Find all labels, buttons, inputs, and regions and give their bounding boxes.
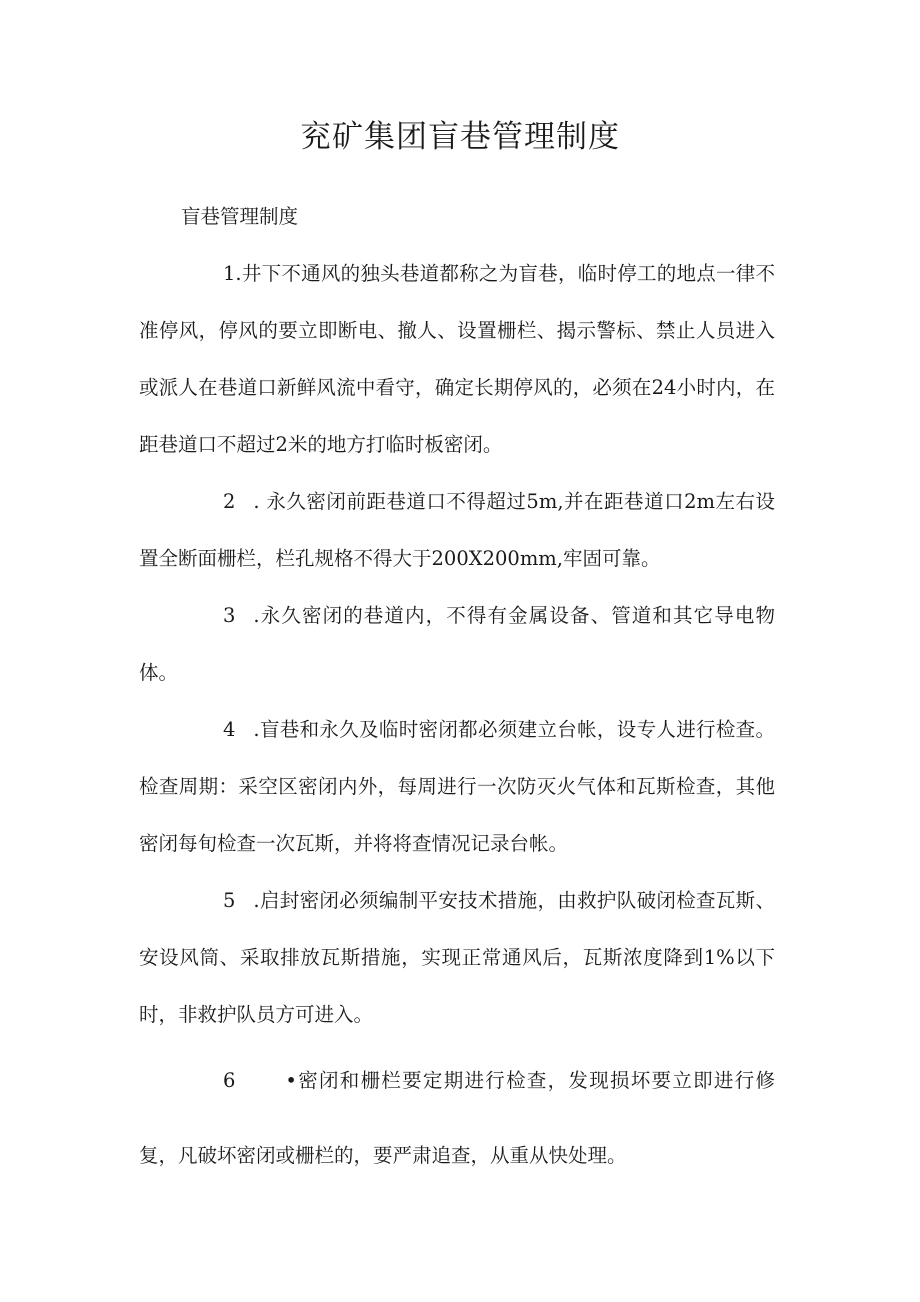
rule-text: 井下不通风的独头巷道都称之为盲巷，临时停工的地点一律不准停风，停风的要立即断电、撤人、设置栅栏、揭示警标、禁止人员进入或派人在巷道口新鲜风流中看守，确定长期停风的，必须在24小时内，在距巷道口不超过2米的地方打临时板密闭。 — [139, 262, 775, 456]
rule-item-4 — [139, 701, 775, 872]
rule-text: .永久密闭的巷道内，不得有金属设备、管道和其它导电物体。 — [139, 604, 775, 684]
rule-number: 6 — [223, 1069, 236, 1092]
section-subheading: 盲巷管理制度 — [181, 205, 299, 228]
rule-item-1 — [139, 245, 775, 473]
rule-item-2 — [139, 473, 775, 587]
rule-number: 3 — [223, 604, 236, 627]
document-body — [139, 188, 775, 1193]
rule-number: 5 — [223, 889, 236, 912]
rule-text: .盲巷和永久及临时密闭都必须建立台帐，设专人进行检查。检查周期：采空区密闭内外，每周进行一次防灭火气体和瓦斯检查，其他密闭每旬检查一次瓦斯，并将将查情况记录台帐。 — [139, 718, 775, 855]
rule-text: •密闭和栅栏要定期进行检查，发现损坏要立即进行修复，凡破坏密闭或栅栏的，要严肃追查，从重从快处理。 — [139, 1069, 775, 1167]
rule-text: .启封密闭必须编制平安技术措施，由救护队破闭检查瓦斯、安设风筒、采取排放瓦斯措施，实现正常通风后，瓦斯浓度降到1%以下时，非救护队员方可进入。 — [139, 889, 775, 1026]
rule-number: 1. — [223, 262, 242, 285]
document-title: 兖矿集团盲巷管理制度 — [300, 119, 620, 155]
rule-number: 2 — [223, 490, 236, 513]
rule-item-5 — [139, 872, 775, 1043]
rule-item-6 — [139, 1043, 775, 1193]
rule-number: 4 — [223, 718, 236, 741]
rule-item-3 — [139, 587, 775, 701]
rule-text: . 永久密闭前距巷道口不得超过5m,并在距巷道口2m左右设置全断面栅栏，栏孔规格不得大于200X200mm,牢固可靠。 — [139, 490, 775, 570]
